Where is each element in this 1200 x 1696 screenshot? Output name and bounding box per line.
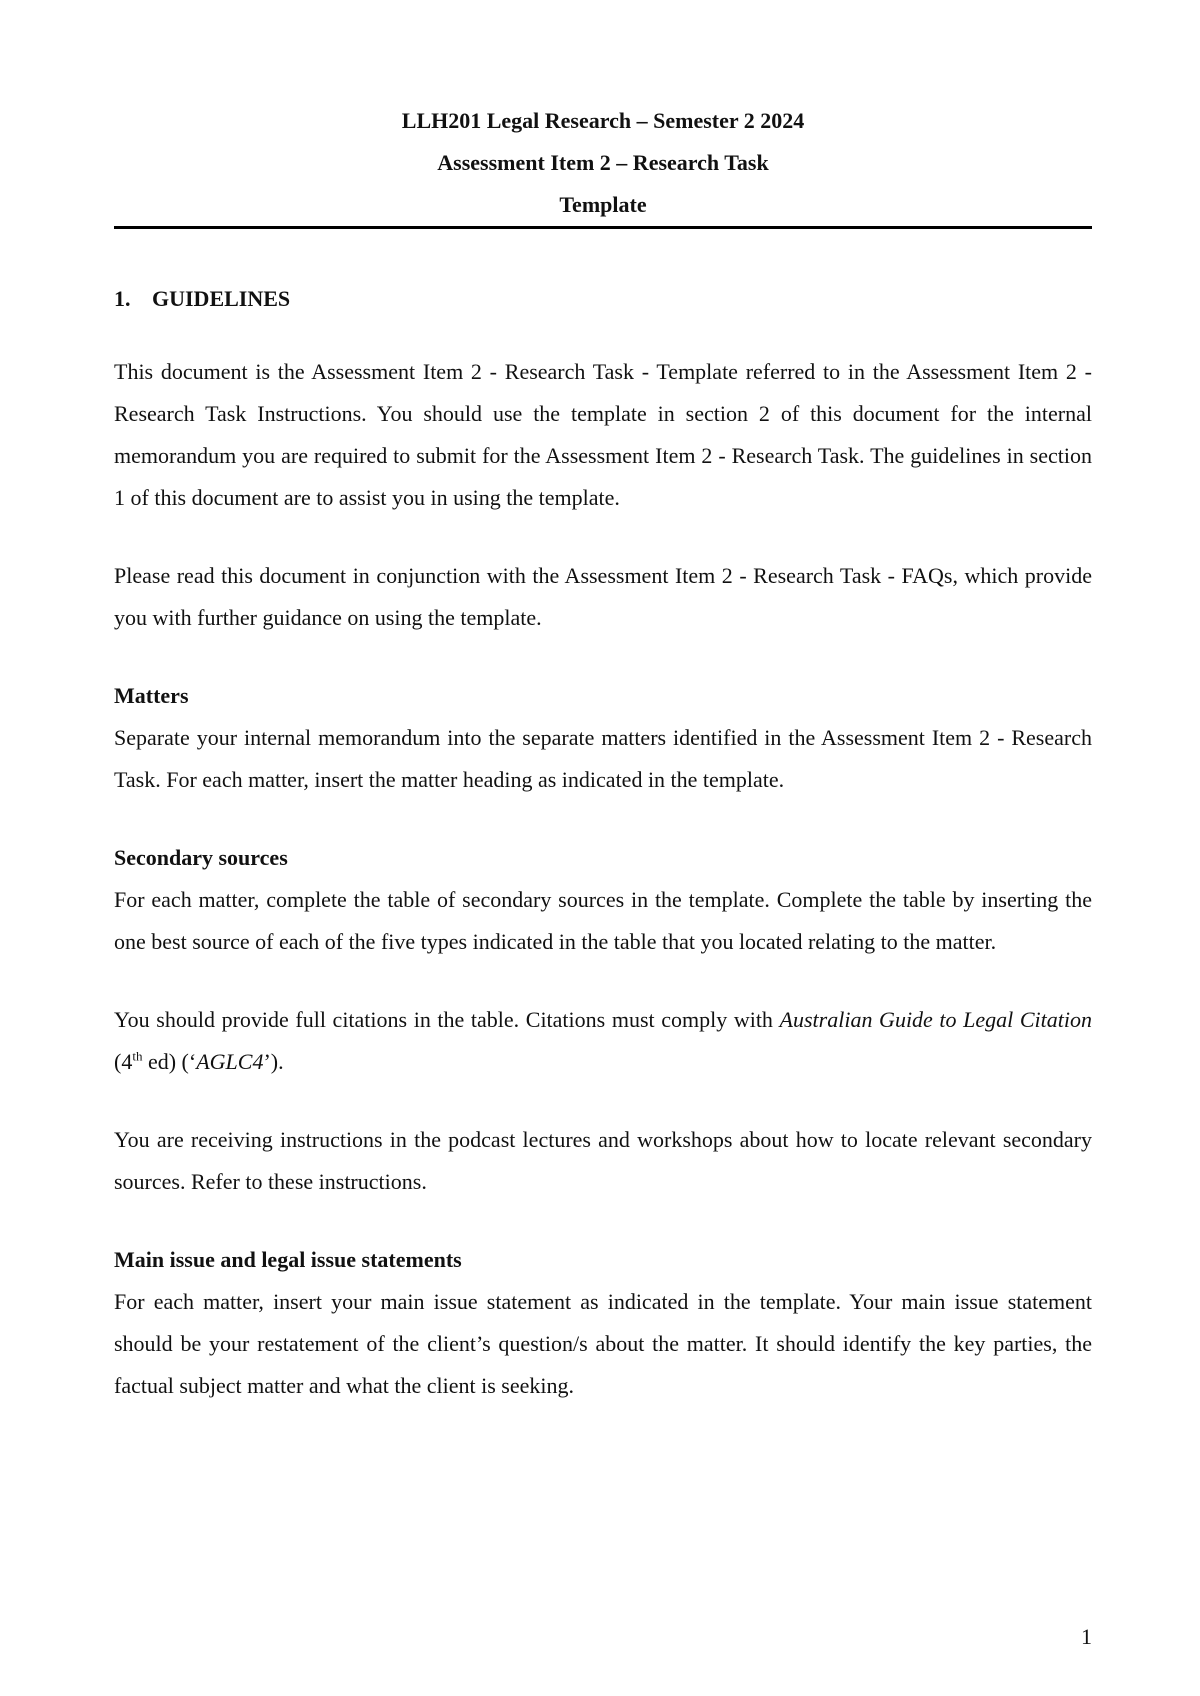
matters-heading: Matters (114, 683, 189, 708)
spacer (114, 801, 1092, 837)
spacer (114, 1083, 1092, 1119)
document-title: LLH201 Legal Research – Semester 2 2024 (401, 108, 805, 133)
title-rule (114, 226, 1092, 229)
main-issue-heading: Main issue and legal issue statements (114, 1247, 462, 1272)
spacer (114, 963, 1092, 999)
citation-edition-sup: th (132, 1048, 143, 1064)
document-type: Template (559, 192, 647, 217)
matters-paragraph: Separate your internal memorandum into the separate matters identified in the Assessment Item 2 - Research Task. For each matter, insert the matter heading as indicated in the template. (114, 725, 1092, 792)
secondary-sources-paragraph: For each matter, complete the table of secondary sources in the template. Complete the table by inserting the one best source of each of the five types indicated in the table that you located relating to the matter. (114, 887, 1092, 954)
section-title: GUIDELINES (152, 286, 291, 311)
citation-title: Australian Guide to Legal Citation (779, 1007, 1092, 1032)
main-issue-paragraph: For each matter, insert your main issue statement as indicated in the template. Your main issue statement should be your restatement of the client’s question/s about the matter. It should identify the key parties, the factual subject matter and what the client is seeking. (114, 1289, 1092, 1398)
citation-edition-close: ed) (‘ (142, 1049, 197, 1074)
title-block (114, 100, 1092, 226)
citation-edition-open: (4 (114, 1049, 133, 1074)
citation-paragraph (114, 999, 1092, 1083)
page-content (114, 100, 1092, 1407)
citation-end: ’). (263, 1049, 284, 1074)
faq-paragraph: Please read this document in conjunction with the Assessment Item 2 - Research Task - FAQs, which provide you with further guidance on using the template. (114, 563, 1092, 630)
spacer (114, 519, 1092, 555)
spacer (114, 1203, 1092, 1239)
page-number: 1 (1081, 1624, 1092, 1649)
instructions-paragraph: You are receiving instructions in the podcast lectures and workshops about how to locate relevant secondary sources. Refer to these instructions. (114, 1127, 1092, 1194)
spacer (114, 639, 1092, 675)
citation-prefix: You should provide full citations in the table. Citations must comply with (114, 1007, 780, 1032)
spacer (114, 319, 1092, 351)
intro-paragraph: This document is the Assessment Item 2 - Research Task - Template referred to in the Assessment Item 2 - Research Task Instructions. You should use the template in section 2 of this document for the internal memorandum you are required to submit for the Assessment Item 2 - Research Task. The guidelines in section 1 of this document are to assist you in using the template. (114, 359, 1092, 510)
citation-abbrev: AGLC4 (196, 1049, 264, 1074)
section-number: 1. (114, 286, 131, 311)
section-1-heading (114, 279, 1092, 319)
document-subtitle: Assessment Item 2 – Research Task (437, 150, 769, 175)
secondary-sources-heading: Secondary sources (114, 845, 288, 870)
